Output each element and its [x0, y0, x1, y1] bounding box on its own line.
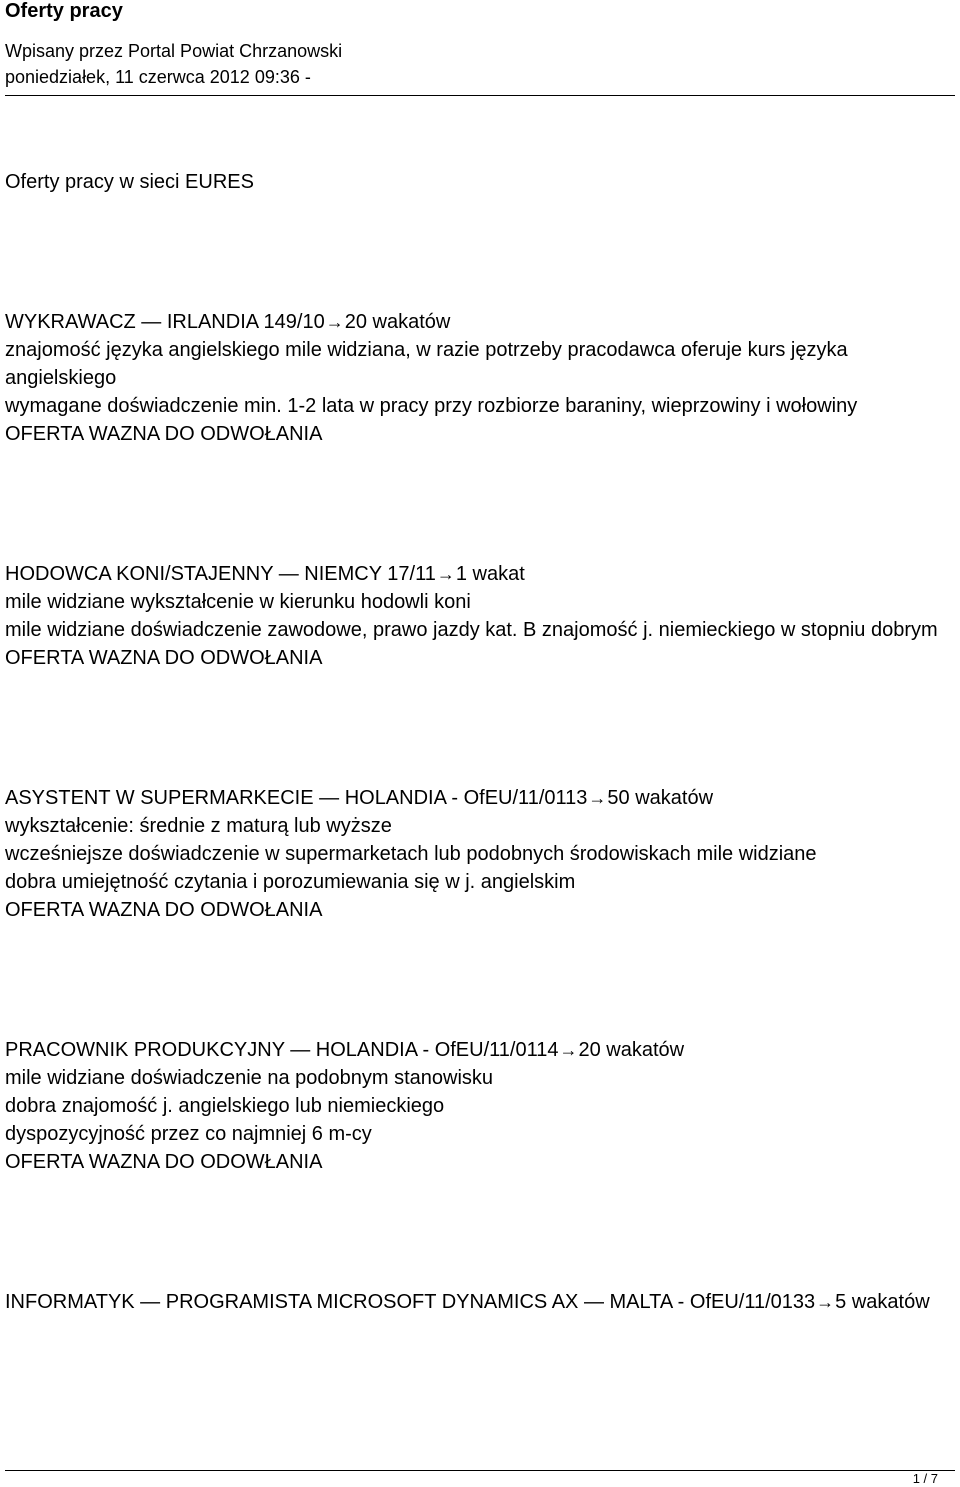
offer-validity: OFERTA WAZNA DO ODOWŁANIA	[5, 1151, 323, 1173]
job-offer	[5, 560, 955, 672]
page-number: 1 / 7	[912, 1471, 938, 1486]
offer-validity: OFERTA WAZNA DO ODWOŁANIA	[5, 899, 323, 921]
offer-validity: OFERTA WAZNA DO ODWOŁANIA	[5, 423, 323, 445]
offer-count: 5 wakatów	[835, 1291, 930, 1313]
offer-requirement: mile widziane wykształcenie w kierunku hodowli koni	[5, 591, 471, 613]
arrow-icon: →	[436, 564, 455, 584]
offer-count: 1 wakat	[455, 563, 525, 585]
arrow-icon: →	[588, 788, 607, 808]
offer-title: HODOWCA KONI/STAJENNY — NIEMCY 17/11	[5, 563, 436, 585]
offer-title: INFORMATYK — PROGRAMISTA MICROSOFT DYNAMICS AX — MALTA - OfEU/11/0133	[5, 1291, 816, 1313]
job-offer	[5, 784, 955, 924]
offer-requirement: dobra umiejętność czytania i porozumiewania się w j. angielskim	[5, 871, 576, 893]
job-offer	[5, 1036, 955, 1176]
job-offer	[5, 1288, 955, 1316]
offer-title-line	[5, 560, 955, 588]
date-line: poniedziałek, 11 czerwca 2012 09:36 -	[5, 67, 311, 87]
offer-count: 20 wakatów	[578, 1039, 685, 1061]
offer-requirement: dyspozycyjność przez co najmniej 6 m-cy	[5, 1123, 372, 1145]
footer-divider	[5, 1470, 955, 1471]
offer-title-line	[5, 1288, 955, 1316]
article-body	[5, 168, 955, 1316]
author-line: Wpisany przez Portal Powiat Chrzanowski	[5, 41, 343, 61]
offer-requirement: znajomość języka angielskiego mile widziana, w razie potrzeby pracodawca oferuje kurs języka angielskiego	[5, 339, 848, 389]
offer-title: ASYSTENT W SUPERMARKECIE — HOLANDIA - OfEU/11/0113	[5, 787, 588, 809]
job-offer	[5, 308, 955, 448]
offer-title-line	[5, 308, 955, 336]
offer-validity: OFERTA WAZNA DO ODWOŁANIA	[5, 647, 323, 669]
section-heading: Oferty pracy w sieci EURES	[5, 171, 254, 193]
page-header	[5, 0, 955, 90]
arrow-icon: →	[559, 1040, 578, 1060]
header-divider	[5, 95, 955, 96]
offer-requirement: wykształcenie: średnie z maturą lub wyższe	[5, 815, 392, 837]
offer-requirement: wcześniejsze doświadczenie w supermarketach lub podobnych środowiskach mile widziane	[5, 843, 817, 865]
arrow-icon: →	[816, 1292, 835, 1312]
offer-title: WYKRAWACZ — IRLANDIA 149/10	[5, 311, 325, 333]
offer-requirement: mile widziane doświadczenie zawodowe, prawo jazdy kat. B znajomość j. niemieckiego w stopniu dobrym	[5, 619, 938, 641]
offer-requirement: wymagane doświadczenie min. 1-2 lata w pracy przy rozbiorze baraniny, wieprzowiny i wołowiny	[5, 395, 858, 417]
document-title: Oferty pracy	[5, 0, 123, 22]
offer-requirement: dobra znajomość j. angielskiego lub niemieckiego	[5, 1095, 445, 1117]
offer-count: 20 wakatów	[344, 311, 451, 333]
arrow-icon: →	[325, 312, 344, 332]
offer-title-line	[5, 1036, 955, 1064]
offer-title-line	[5, 784, 955, 812]
offer-count: 50 wakatów	[607, 787, 714, 809]
offer-title: PRACOWNIK PRODUKCYJNY — HOLANDIA - OfEU/11/0114	[5, 1039, 559, 1061]
offer-requirement: mile widziane doświadczenie na podobnym stanowisku	[5, 1067, 494, 1089]
